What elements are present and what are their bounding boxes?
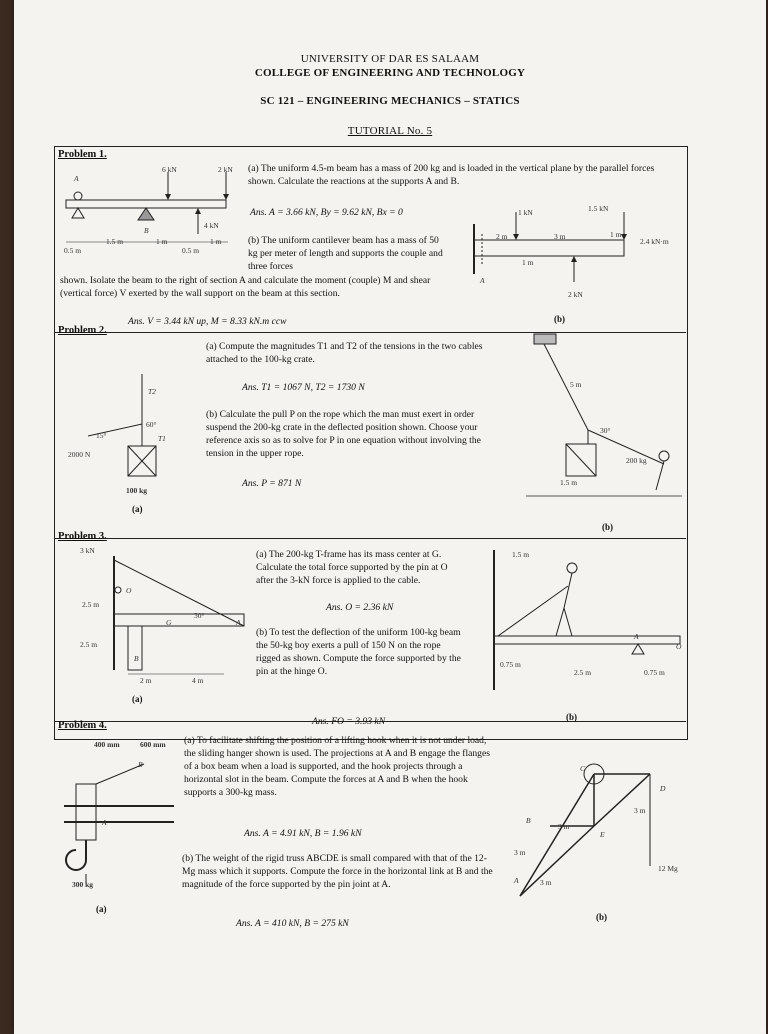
p2-b-dim: 1.5 m xyxy=(560,478,578,487)
problem-3-title: Problem 3. xyxy=(58,531,107,542)
p3-fig-b-label: (b) xyxy=(566,712,577,722)
problem-1-title: Problem 1. xyxy=(58,149,107,160)
p1-a-force-2kn: 2 kN xyxy=(218,165,233,174)
p3-a-label-B: B xyxy=(134,654,139,663)
p1-b-text-cont: shown. Isolate the beam to the right of section A and calculate the moment (couple) M and shear (vertical force) V exerted by the wall support on the beam at this section. xyxy=(60,275,431,299)
p3-b-text: (b) To test the deflection of the uniform 100-kg beam the 50-kg boy exerts a pull of 150 N on the rope rigged as shown. Compute the force supported by the pin at the hinge O. xyxy=(256,627,461,677)
p4-b-text: (b) The weight of the rigid truss ABCDE is small compared with that of the 12-Mg mass which it supports. Compute the force in the horizontal link at B and the magnitude of the force supported by the pin joint at A. xyxy=(182,853,493,890)
p4-b-mass: 12 Mg xyxy=(658,864,678,873)
problem-4-title: Problem 4. xyxy=(58,720,107,731)
p1-b-dim-2: 3 m xyxy=(554,232,566,241)
p1-a-dim-1: 1.5 m xyxy=(106,237,124,246)
p2-b-length: 5 m xyxy=(570,380,582,389)
p3-a-force: 3 kN xyxy=(80,546,95,555)
p2-b-angle: 30° xyxy=(600,426,611,435)
p2-a-mass: 100 kg xyxy=(126,486,148,495)
p4-b-label-C: C xyxy=(580,764,586,773)
p4-b-label-E: E xyxy=(600,830,605,839)
p1-b-force-1-5kn: 1.5 kN xyxy=(588,204,609,213)
p1-b-force-2kn: 2 kN xyxy=(568,290,583,299)
p1-b-dim-3: 1 m xyxy=(522,258,534,267)
p1-a-force-4kn: 4 kN xyxy=(204,221,219,230)
p2-a-angle-15: 15° xyxy=(96,431,107,440)
p2-a-answer: Ans. T1 = 1067 N, T2 = 1730 N xyxy=(242,382,365,393)
p2-b-mass: 200 kg xyxy=(626,456,647,465)
p1-b-couple: 2.4 kN·m xyxy=(640,237,669,246)
p3-b-dim-3: 2.5 m xyxy=(574,668,592,677)
p3-a-text: (a) The 200-kg T-frame has its mass center at G. Calculate the total force supported by the pin at O after the 3-kN force is applied to the cable. xyxy=(256,549,448,586)
p3-b-dim-2: 0.75 m xyxy=(500,660,521,669)
p2-a-text: (a) Compute the magnitudes T1 and T2 of the tensions in the two cables attached to the 100-kg crate. xyxy=(206,341,483,365)
p3-a-label-G: G xyxy=(166,618,172,627)
p4-a-answer: Ans. A = 4.91 kN, B = 1.96 kN xyxy=(244,828,362,839)
p1-a-dim-2: 1 m xyxy=(156,237,168,246)
p3-b-label-O: O xyxy=(676,642,682,651)
p4-b-label-B: B xyxy=(526,816,531,825)
p4-b-answer: Ans. A = 410 kN, B = 275 kN xyxy=(236,918,349,929)
p3-a-dim-2: 2.5 m xyxy=(80,640,98,649)
p3-fig-a xyxy=(74,550,244,684)
p4-a-dim-2: 600 mm xyxy=(140,740,166,749)
p4-fig-b-label: (b) xyxy=(596,912,607,922)
p4-b-label-D: D xyxy=(660,784,666,793)
p1-b-force-1kn: 1 kN xyxy=(518,208,533,217)
divider-p2 xyxy=(54,332,686,333)
p4-a-dim-1: 400 mm xyxy=(94,740,120,749)
divider-p3 xyxy=(54,538,686,539)
p1-a-dim-5: 0.5 m xyxy=(182,246,200,255)
p2-fig-a xyxy=(84,374,204,484)
p3-b-answer: Ans. FO = 3.93 kN xyxy=(312,716,386,727)
p4-a-text: (a) To facilitate shifting the position of a lifting hook when it is not under load, the sliding hanger shown is used. The projections at A and B engage the flanges of a box beam when a load is supported, and the hook projects through a horizontal slot in the beam. Compute the forces at A and B when the hook supports a 300-kg mass. xyxy=(184,735,490,798)
p2-fig-b xyxy=(526,334,682,504)
p3-a-answer: Ans. O = 2.36 kN xyxy=(326,602,394,613)
p4-a-label-B: B xyxy=(138,760,143,769)
p4-a-label-A: A xyxy=(102,818,107,827)
p1-b-dim-4: 1 m xyxy=(610,230,622,239)
p2-a-force: 2000 N xyxy=(68,450,91,459)
p4-b-dim-3: 3 m xyxy=(634,806,646,815)
university-name: UNIVERSITY OF DAR ES SALAAM xyxy=(300,53,480,65)
p1-a-label-B: B xyxy=(144,226,149,235)
p3-b-dim-4: 0.75 m xyxy=(644,668,665,677)
p1-b-answer: Ans. V = 3.44 kN up, M = 8.33 kN.m ccw xyxy=(128,316,287,327)
problem-2-title: Problem 2. xyxy=(58,325,107,336)
p1-a-label-A: A xyxy=(74,174,79,183)
p1-b-dim-1: 2 m xyxy=(496,232,508,241)
p4-b-dim-2: 3 m xyxy=(558,822,570,831)
p2-fig-a-label: (a) xyxy=(132,504,143,514)
p3-b-dim-1: 1.5 m xyxy=(512,550,530,559)
p2-a-T1: T1 xyxy=(158,434,166,443)
p3-b-label-A: A xyxy=(634,632,639,641)
p1-fig-b-label: (b) xyxy=(554,314,565,324)
tutorial-title: TUTORIAL No. 5 xyxy=(347,125,433,137)
p2-b-answer: Ans. P = 871 N xyxy=(242,478,302,489)
p4-fig-b xyxy=(510,746,686,906)
p4-a-mass: 300 kg xyxy=(72,880,94,889)
p3-fig-b xyxy=(488,550,684,700)
p2-a-angle-60: 60° xyxy=(146,420,157,429)
p2-fig-b-label: (b) xyxy=(602,522,613,532)
tutorial-sheet xyxy=(14,0,766,1034)
p3-a-dim-1: 2.5 m xyxy=(82,600,100,609)
p4-b-dim-1: 3 m xyxy=(514,848,526,857)
p2-a-T2: T2 xyxy=(148,387,156,396)
p1-a-dim-4: 0.5 m xyxy=(64,246,82,255)
p3-a-angle: 30° xyxy=(194,611,205,620)
course-title: SC 121 – ENGINEERING MECHANICS – STATICS xyxy=(260,95,520,107)
p2-b-text: (b) Calculate the pull P on the rope which the man must exert in order suspend the 200-kg crate in the deflected position shown. Choose your reference axis so as to solve for P in one equation without involving the tension in the upper rope. xyxy=(206,409,481,459)
p4-b-label-A: A xyxy=(514,876,519,885)
p1-a-dim-3: 1 m xyxy=(210,237,222,246)
p1-b-text: (b) The uniform cantilever beam has a mass of 50 kg per meter of length and supports the couple and three forces xyxy=(248,235,443,272)
p1-a-answer: Ans. A = 3.66 kN, By = 9.62 kN, Bx = 0 xyxy=(250,207,403,218)
p4-fig-a-label: (a) xyxy=(96,904,107,914)
p1-a-text: (a) The uniform 4.5-m beam has a mass of 200 kg and is loaded in the vertical plane by the parallel forces shown. Calculate the reactions at the supports A and B. xyxy=(248,163,655,187)
p1-a-force-6kn: 6 kN xyxy=(162,165,177,174)
p3-fig-a-label: (a) xyxy=(132,694,143,704)
p3-a-label-O: O xyxy=(126,586,132,595)
p3-a-dim-3: 2 m xyxy=(140,676,152,685)
p4-b-dim-4: 3 m xyxy=(540,878,552,887)
p3-a-label-A: A xyxy=(236,618,241,627)
p3-a-dim-4: 4 m xyxy=(192,676,204,685)
p1-b-label-A: A xyxy=(480,276,485,285)
p1-fig-a xyxy=(58,162,248,262)
college-name: COLLEGE OF ENGINEERING AND TECHNOLOGY xyxy=(254,67,526,79)
